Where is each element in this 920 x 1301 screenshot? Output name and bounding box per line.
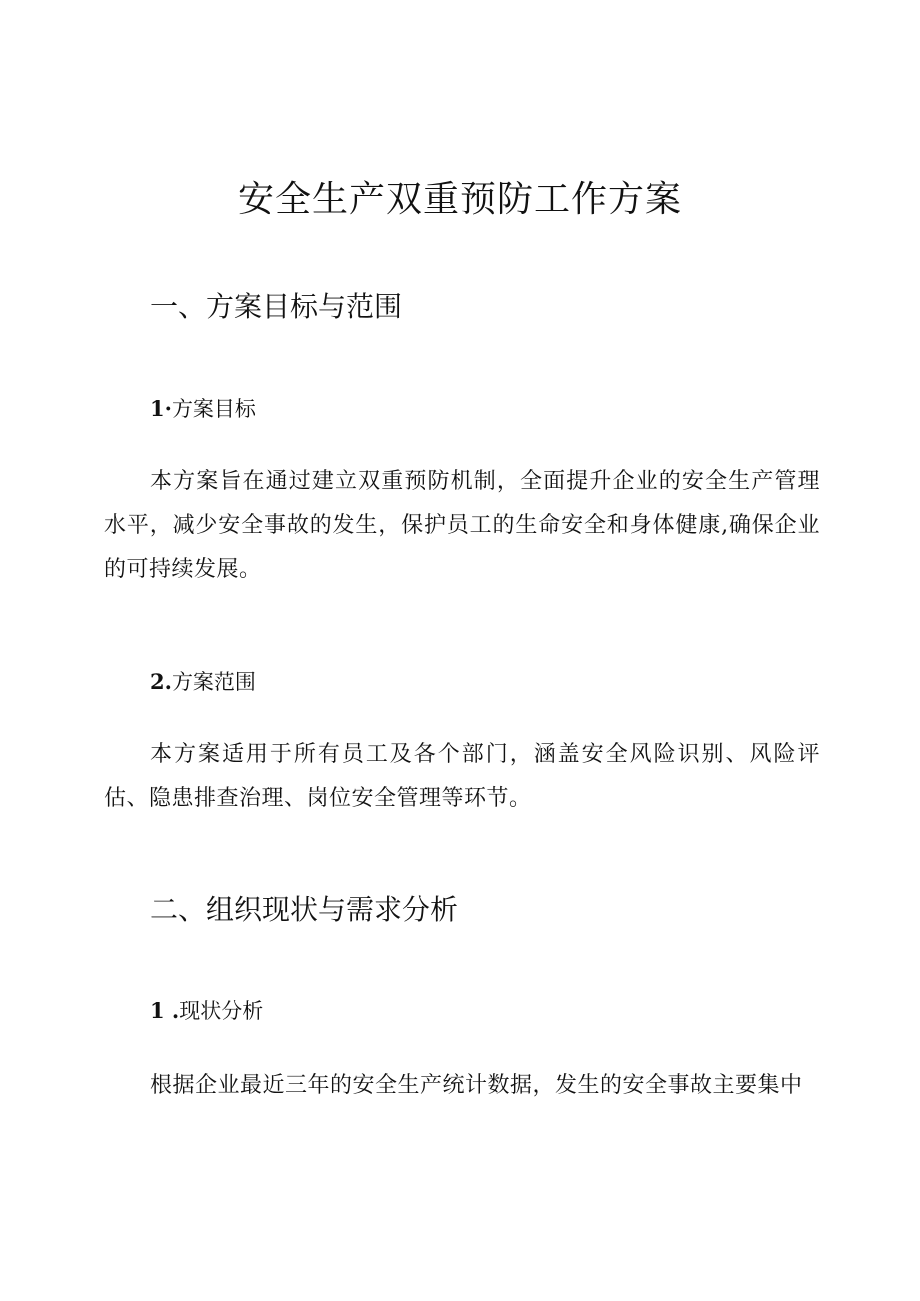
subsection-title: 方案范围 <box>171 670 256 694</box>
section-heading-2: 二、组织现状与需求分析 <box>150 893 459 926</box>
paragraph-status: 根据企业最近三年的安全生产统计数据，发生的安全事故主要集中 <box>150 1073 803 1098</box>
document-title: 安全生产双重预防工作方案 <box>237 179 682 220</box>
subsection-number: 1 . <box>150 998 180 1023</box>
subsection-heading-1-1 <box>150 394 256 424</box>
paragraph-scope: 本方案适用于所有员工及各个部门，涵盖安全风险识别、风险评估、隐患排查治理、岗位安全管理等环节。 <box>104 742 820 811</box>
paragraph-goal: 本方案旨在通过建立双重预防机制，全面提升企业的安全生产管理水平，减少安全事故的发生，保护员工的生命安全和身体健康,确保企业的可持续发展。 <box>104 469 820 582</box>
subsection-title: 方案目标 <box>171 397 256 421</box>
subsection-number: 2. <box>150 669 172 694</box>
subsection-number: 1· <box>150 396 172 421</box>
section-heading-1: 一、方案目标与范围 <box>150 290 403 323</box>
subsection-heading-1-2 <box>150 667 256 697</box>
subsection-title: 现状分析 <box>179 999 264 1023</box>
subsection-heading-2-1 <box>150 996 263 1026</box>
